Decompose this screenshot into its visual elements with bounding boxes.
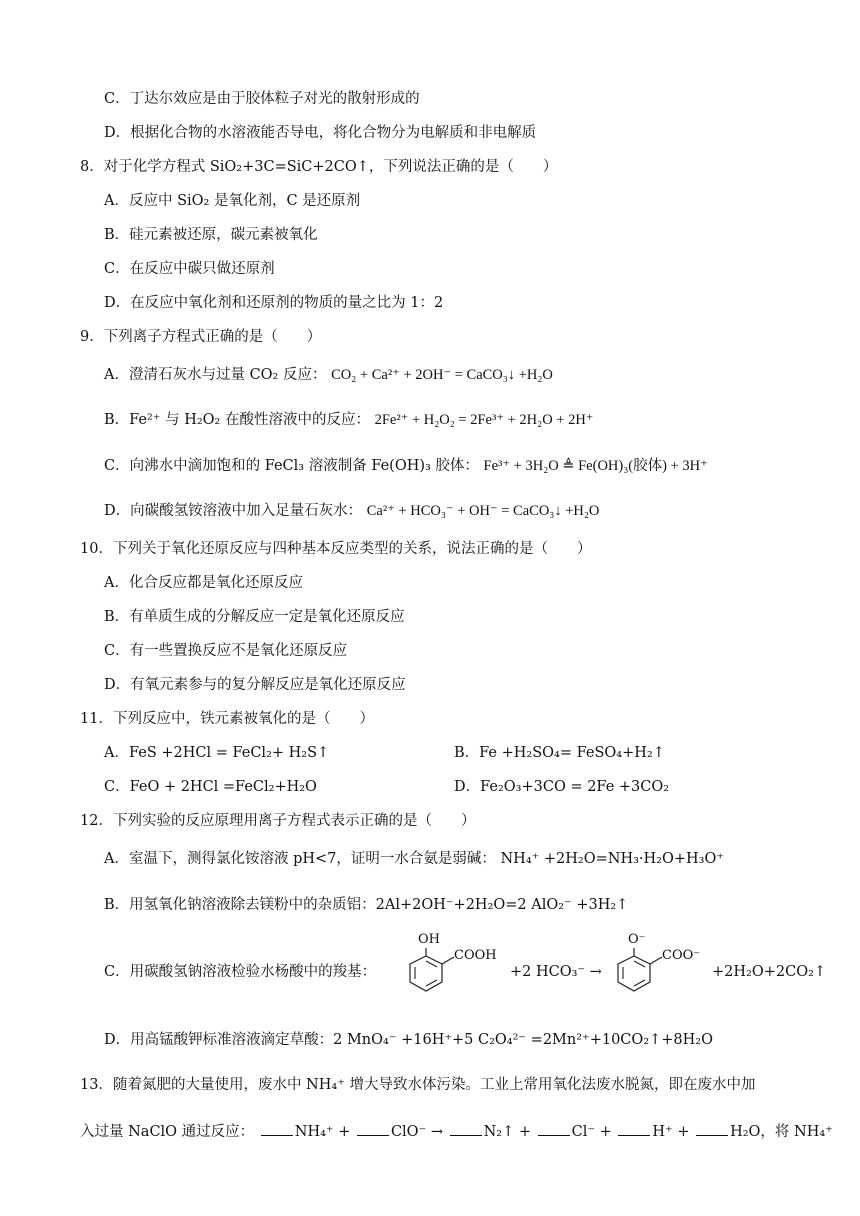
answer-blank[interactable]: [618, 1121, 650, 1136]
q10-option-b: B．有单质生成的分解反应一定是氧化还原反应: [104, 609, 405, 625]
answer-blank[interactable]: [450, 1121, 482, 1136]
q10-stem: 10．下列关于氧化还原反应与四种基本反应类型的关系，说法正确的是（ ）: [80, 541, 592, 557]
answer-blank[interactable]: [357, 1121, 389, 1136]
mol1-cooh-label: COOH: [454, 948, 497, 963]
mol2-coo-label: COO⁻: [662, 948, 701, 963]
q13-term-h2o: H₂O，将 NH₄⁺: [730, 1124, 833, 1140]
q9-option-b-text: B．Fe²⁺ 与 H₂O₂ 在酸性溶液中的反应：: [104, 412, 370, 428]
q9-option-d-equation: Ca²⁺ + HCO₃⁻ + OH⁻ = CaCO₃↓ +H₂O: [366, 503, 600, 519]
q13-line2-intro: 入过量 NaClO 通过反应：: [80, 1124, 255, 1140]
mol1-oh-label: OH: [418, 932, 440, 947]
q13-line1: 13．随着氮肥的大量使用，废水中 NH₄⁺ 增大导致水体污染。工业上常用氧化法废水脱氮，即在废水中加: [80, 1077, 756, 1093]
q11-option-c: C．FeO + 2HCl =FeCl₂+H₂O: [104, 779, 317, 795]
q11-stem: 11．下列反应中，铁元素被氧化的是（ ）: [80, 711, 374, 727]
salicylic-acid-structure: [404, 932, 508, 1002]
q13-line2: [80, 1121, 833, 1142]
salicylate-ring-icon: [612, 936, 712, 1002]
q9-option-d-text: D．向碳酸氢铵溶液中加入足量石灰水：: [104, 503, 363, 519]
q12-option-c-text: C．用碳酸氢钠溶液检验水杨酸中的羧基：: [104, 964, 377, 980]
q9-option-c: [104, 456, 708, 476]
q12-option-c-mid: +2 HCO₃⁻ →: [510, 964, 602, 980]
q10-option-a: A．化合反应都是氧化还原反应: [104, 575, 303, 591]
q9-option-a: [104, 365, 553, 385]
q12-option-c-end: +2H₂O+2CO₂↑: [712, 964, 827, 980]
q10-option-d: D．有氧元素参与的复分解反应是氧化还原反应: [104, 677, 406, 693]
q10-option-c: C．有一些置换反应不是氧化还原反应: [104, 643, 348, 659]
q8-option-a: A．反应中 SiO₂ 是氧化剂，C 是还原剂: [104, 193, 361, 209]
q13-term-cl: Cl⁻ +: [571, 1124, 612, 1140]
q12-option-a: A．室温下，测得氯化铵溶液 pH<7，证明一水合氨是弱碱： NH₄⁺ +2H₂O=NH₃·H₂O+H₃O⁺: [104, 851, 725, 867]
answer-blank[interactable]: [261, 1121, 293, 1136]
q9-option-c-equation: Fe³⁺ + 3H₂O ≜ Fe(OH)₃(胶体) + 3H⁺: [483, 458, 708, 474]
q11-option-a: A．FeS +2HCl = FeCl₂+ H₂S↑: [104, 745, 330, 761]
salicylate-structure: [612, 932, 712, 1002]
q13-term-h: H⁺ +: [652, 1124, 690, 1140]
q12-option-b: B．用氢氧化钠溶液除去镁粉中的杂质铝：2Al+2OH⁻+2H₂O=2 AlO₂⁻ +3H₂↑: [104, 897, 629, 913]
q8-option-c: C．在反应中碳只做还原剂: [104, 261, 275, 277]
answer-blank[interactable]: [538, 1121, 570, 1136]
mol2-o-label: O⁻: [628, 932, 646, 947]
q9-option-b: [104, 410, 593, 430]
q7-option-c: C．丁达尔效应是由于胶体粒子对光的散射形成的: [104, 91, 420, 107]
q8-stem: 8．对于化学方程式 SiO₂+3C=SiC+2CO↑，下列说法正确的是（ ）: [80, 159, 558, 175]
q9-option-c-text: C．向沸水中滴加饱和的 FeCl₃ 溶液制备 Fe(OH)₃ 胶体：: [104, 458, 479, 474]
q9-option-b-equation: 2Fe²⁺ + H₂O₂ = 2Fe³⁺ + 2H₂O + 2H⁺: [374, 412, 594, 428]
q9-option-a-equation: CO₂ + Ca²⁺ + 2OH⁻ = CaCO₃↓ +H₂O: [331, 367, 553, 383]
q9-option-d: [104, 501, 599, 521]
q8-option-d: D．在反应中氧化剂和还原剂的物质的量之比为 1：2: [104, 295, 444, 311]
answer-blank[interactable]: [696, 1121, 728, 1136]
q13-term-clo: ClO⁻ →: [390, 1124, 443, 1140]
q9-option-a-text: A．澄清石灰水与过量 CO₂ 反应：: [104, 367, 327, 383]
q7-option-d: D．根据化合物的水溶液能否导电，将化合物分为电解质和非电解质: [104, 125, 537, 141]
q13-term-n2: N₂↑ +: [483, 1124, 532, 1140]
q8-option-b: B．硅元素被还原，碳元素被氧化: [104, 227, 318, 243]
q13-term-nh4: NH₄⁺ +: [294, 1124, 351, 1140]
q11-option-d: D．Fe₂O₃+3CO = 2Fe +3CO₂: [454, 779, 670, 795]
q11-option-b: B．Fe +H₂SO₄= FeSO₄+H₂↑: [454, 745, 665, 761]
q12-stem: 12．下列实验的反应原理用离子方程式表示正确的是（ ）: [80, 813, 476, 829]
q12-option-d: D．用高锰酸钾标准溶液滴定草酸：2 MnO₄⁻ +16H⁺+5 C₂O₄²⁻ =2Mn²⁺+10CO₂↑+8H₂O: [104, 1032, 713, 1048]
q9-stem: 9．下列离子方程式正确的是（ ）: [80, 329, 322, 345]
